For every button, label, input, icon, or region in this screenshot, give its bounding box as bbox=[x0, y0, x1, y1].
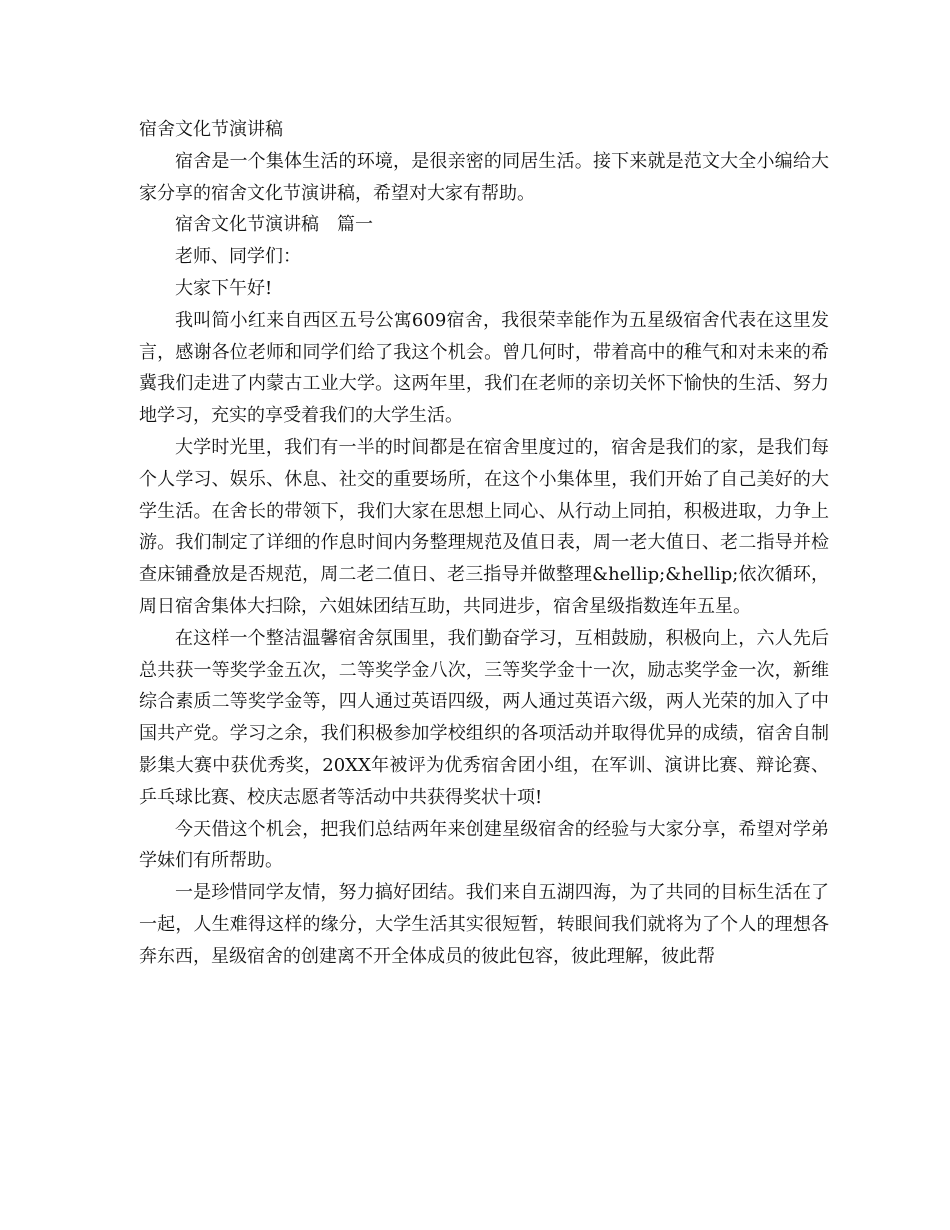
paragraph-unity: 一是珍惜同学友情，努力搞好团结。我们来自五湖四海，为了共同的目标生活在了一起，人生难得这样的缘分，大学生活其实很短暂，转眼间我们就将为了个人的理想各奔东西，星级宿舍的创建离不开全体成员的彼此包容，彼此理解，彼此帮 bbox=[139, 882, 829, 967]
salutation: 老师、同学们： bbox=[175, 246, 301, 268]
paragraph-achievements: 在这样一个整洁温馨宿舍氛围里，我们勤奋学习，互相鼓励，积极向上，六人先后总共获一等奖学金五次，二等奖学金八次，三等奖学金十一次，励志奖学金一次，新维综合素质二等奖学金等，四人通过英语四级，两人通过英语六级，两人光荣的加入了中国共产党。学习之余，我们积极参加学校组织的各项活动并取得优异的成绩，宿舍自制影集大赛中获优秀奖，20XX年被评为优秀宿舍团小组，在军训、演讲比赛、辩论赛、乒乓球比赛、校庆志愿者等活动中共获得奖状十项! bbox=[139, 627, 829, 808]
document-body bbox=[139, 114, 829, 973]
document-title: 宿舍文化节演讲稿 bbox=[139, 119, 283, 140]
speech-heading: 宿舍文化节演讲稿 篇一 bbox=[175, 214, 373, 236]
greeting: 大家下午好! bbox=[175, 277, 273, 299]
paragraph-intro: 宿舍是一个集体生活的环境，是很亲密的同居生活。接下来就是范文大全小编给大家分享的宿舍文化节演讲稿，希望对大家有帮助。 bbox=[139, 150, 829, 204]
paragraph-dorm-life: 大学时光里，我们有一半的时间都是在宿舍里度过的，宿舍是我们的家，是我们每个人学习、娱乐、休息、社交的重要场所，在这个小集体里，我们开始了自己美好的大学生活。在舍长的带领下，我们大家在思想上同心、从行动上同拍，积极进取，力争上游。我们制定了详细的作息时间内务整理规范及值日表，周一老大值日、老二指导并检查床铺叠放是否规范，周二老二值日、老三指导并做整理&hellip;&hellip;依次循环，周日宿舍集体大扫除，六姐妹团结互助，共同进步，宿舍星级指数连年五星。 bbox=[139, 436, 829, 617]
paragraph-self-introduction: 我叫简小红来自西区五号公寓609宿舍，我很荣幸能作为五星级宿舍代表在这里发言，感谢各位老师和同学们给了我这个机会。曾几何时，带着高中的稚气和对未来的希冀我们走进了内蒙古工业大学。这两年里，我们在老师的亲切关怀下愉快的生活、努力地学习，充实的享受着我们的大学生活。 bbox=[139, 309, 829, 427]
paragraph-sharing: 今天借这个机会，把我们总结两年来创建星级宿舍的经验与大家分享，希望对学弟学妹们有所帮助。 bbox=[139, 818, 829, 872]
